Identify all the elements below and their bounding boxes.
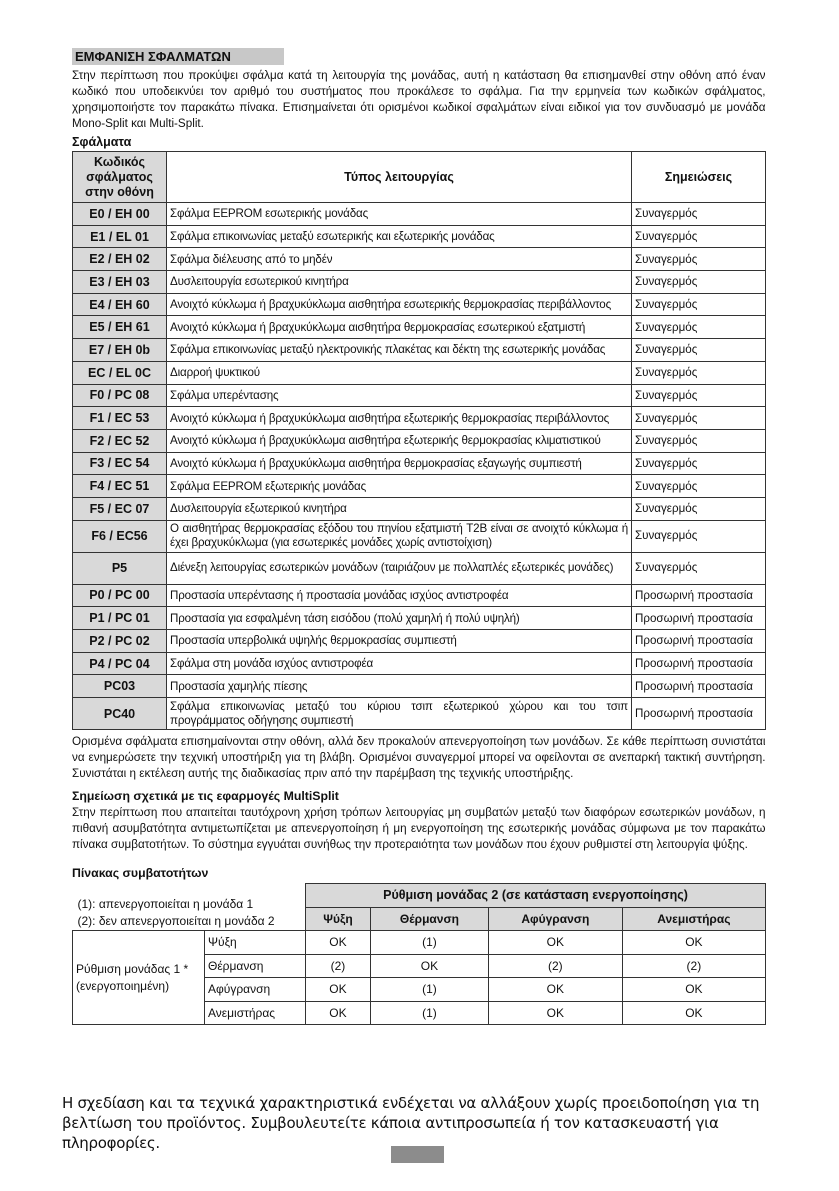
error-row bbox=[73, 452, 766, 475]
compat-cell: OK bbox=[306, 931, 371, 955]
error-note: Συναγερμός bbox=[632, 452, 766, 475]
error-row bbox=[73, 248, 766, 271]
header-code: Κωδικός σφάλματος στην οθόνη bbox=[73, 152, 167, 203]
legend-2: (2): δεν απενεργοποιείται η μονάδα 2 bbox=[77, 914, 275, 929]
error-row bbox=[73, 698, 766, 730]
error-note: Συναγερμός bbox=[632, 248, 766, 271]
document-page bbox=[72, 48, 766, 1025]
col-header: Θέρμανση bbox=[370, 907, 488, 931]
error-description: Ανοιχτό κύκλωμα ή βραχυκύκλωμα αισθητήρα εσωτερικής θερμοκρασίας περιβάλλοντος bbox=[167, 293, 632, 316]
error-code: F0 / PC 08 bbox=[73, 384, 167, 407]
compat-legend bbox=[73, 884, 306, 931]
error-code: F2 / EC 52 bbox=[73, 429, 167, 452]
error-description: Σφάλμα διέλευσης από το μηδέν bbox=[167, 248, 632, 271]
error-code: F1 / EC 53 bbox=[73, 407, 167, 430]
error-description: Διένεξη λειτουργίας εσωτερικών μονάδων (ταιριάζουν με πολλαπλές εξωτερικές μονάδες) bbox=[167, 552, 632, 584]
error-description: Προστασία για εσφαλμένη τάση εισόδου (πολύ χαμηλή ή πολύ υψηλή) bbox=[167, 607, 632, 630]
error-row bbox=[73, 339, 766, 362]
error-code: E3 / EH 03 bbox=[73, 271, 167, 294]
error-note: Συναγερμός bbox=[632, 316, 766, 339]
multisplit-title: Σημείωση σχετικά με τις εφαρμογές MultiSplit bbox=[72, 789, 339, 804]
error-code: E7 / EH 0b bbox=[73, 339, 167, 362]
section-title: ΕΜΦΑΝΙΣΗ ΣΦΑΛΜΑΤΩΝ bbox=[72, 48, 284, 65]
intro-paragraph: Στην περίπτωση που προκύψει σφάλμα κατά τη λειτουργία της μονάδας, αυτή η κατάσταση θα επισημανθεί στην οθόνη από έναν κωδικό που υποδεικνύει τον αριθμό του συστήματος που προκάλεσε το σφάλμα. Για την ερμηνεία των κωδικών σφάλματος, χρησιμοποιήστε τον παρακάτω πίνακα. Επισημαίνεται ότι ορισμένοι κωδικοί σφαλμάτων είναι ειδικοί για τον συνδυασμό με μονάδα Mono-Split και Multi-Split. bbox=[72, 68, 766, 130]
error-code: EC / EL 0C bbox=[73, 361, 167, 384]
compat-cell: OK bbox=[306, 1001, 371, 1025]
error-description: Δυσλειτουργία εξωτερικού κινητήρα bbox=[167, 497, 632, 520]
compat-cell: (2) bbox=[622, 954, 765, 978]
error-note: Συναγερμός bbox=[632, 225, 766, 248]
col-header: Ψύξη bbox=[306, 907, 371, 931]
error-description: Σφάλμα επικοινωνίας μεταξύ ηλεκτρονικής πλακέτας και δέκτη της εσωτερικής μονάδας bbox=[167, 339, 632, 362]
unit1-label: Ρύθμιση μονάδας 1 *(ενεργοποιημένη) bbox=[73, 931, 205, 1025]
errors-heading: Σφάλματα bbox=[72, 135, 132, 149]
error-description: Ανοιχτό κύκλωμα ή βραχυκύκλωμα αισθητήρα θερμοκρασίας εσωτερικού εξατμιστή bbox=[167, 316, 632, 339]
error-code: E5 / EH 61 bbox=[73, 316, 167, 339]
error-row bbox=[73, 203, 766, 226]
compat-cell: (2) bbox=[306, 954, 371, 978]
error-code: P4 / PC 04 bbox=[73, 652, 167, 675]
error-code: P1 / PC 01 bbox=[73, 607, 167, 630]
error-note: Συναγερμός bbox=[632, 271, 766, 294]
error-row bbox=[73, 475, 766, 498]
error-code: PC40 bbox=[73, 698, 167, 730]
compat-table bbox=[72, 883, 766, 1025]
col-header: Αφύγρανση bbox=[488, 907, 622, 931]
error-row bbox=[73, 607, 766, 630]
error-description: Σφάλμα υπερέντασης bbox=[167, 384, 632, 407]
error-table-header bbox=[73, 152, 766, 203]
error-note: Συναγερμός bbox=[632, 520, 766, 552]
error-description: Διαρροή ψυκτικού bbox=[167, 361, 632, 384]
col-header: Ανεμιστήρας bbox=[622, 907, 765, 931]
error-row bbox=[73, 520, 766, 552]
error-code: P2 / PC 02 bbox=[73, 630, 167, 653]
compat-cell: OK bbox=[306, 978, 371, 1002]
error-description: Σφάλμα επικοινωνίας μεταξύ του κύριου τσιπ εξωτερικού χώρου και του τσιπ προγράμματος οδήγησης συμπιεστή bbox=[167, 698, 632, 730]
error-code: F5 / EC 07 bbox=[73, 497, 167, 520]
error-row bbox=[73, 429, 766, 452]
page-number-box bbox=[391, 1146, 444, 1163]
error-note: Συναγερμός bbox=[632, 407, 766, 430]
error-description: Σφάλμα EEPROM εσωτερικής μονάδας bbox=[167, 203, 632, 226]
error-note: Συναγερμός bbox=[632, 339, 766, 362]
compat-title: Πίνακας συμβατοτήτων bbox=[72, 866, 209, 881]
legend-1: (1): απενεργοποιείται η μονάδα 1 bbox=[77, 897, 254, 912]
error-table bbox=[72, 151, 766, 730]
error-description: Σφάλμα EEPROM εξωτερικής μονάδας bbox=[167, 475, 632, 498]
error-code: F6 / EC56 bbox=[73, 520, 167, 552]
error-note: Συναγερμός bbox=[632, 497, 766, 520]
compat-cell: (1) bbox=[370, 931, 488, 955]
error-row bbox=[73, 652, 766, 675]
error-description: Προστασία υπερβολικά υψηλής θερμοκρασίας συμπιεστή bbox=[167, 630, 632, 653]
error-note: Προσωρινή προστασία bbox=[632, 652, 766, 675]
error-description: Ανοιχτό κύκλωμα ή βραχυκύκλωμα αισθητήρα εξωτερικής θερμοκρασίας περιβάλλοντος bbox=[167, 407, 632, 430]
error-note: Συναγερμός bbox=[632, 429, 766, 452]
error-code: E2 / EH 02 bbox=[73, 248, 167, 271]
error-description: Προστασία χαμηλής πίεσης bbox=[167, 675, 632, 698]
header-notes: Σημειώσεις bbox=[632, 152, 766, 203]
error-row bbox=[73, 361, 766, 384]
header-type: Τύπος λειτουργίας bbox=[167, 152, 632, 203]
error-row bbox=[73, 630, 766, 653]
error-code: F4 / EC 51 bbox=[73, 475, 167, 498]
error-row bbox=[73, 675, 766, 698]
error-description: Δυσλειτουργία εσωτερικού κινητήρα bbox=[167, 271, 632, 294]
compat-cell: OK bbox=[622, 1001, 765, 1025]
error-note: Συναγερμός bbox=[632, 475, 766, 498]
error-code: E0 / EH 00 bbox=[73, 203, 167, 226]
compat-cell: OK bbox=[488, 931, 622, 955]
compat-cell: OK bbox=[622, 978, 765, 1002]
error-note: Συναγερμός bbox=[632, 293, 766, 316]
mode-label: Θέρμανση bbox=[205, 954, 306, 978]
error-description: Σφάλμα στη μονάδα ισχύος αντιστροφέα bbox=[167, 652, 632, 675]
compat-cell: OK bbox=[488, 978, 622, 1002]
error-note: Προσωρινή προστασία bbox=[632, 630, 766, 653]
error-row bbox=[73, 225, 766, 248]
compat-cell: OK bbox=[488, 1001, 622, 1025]
multisplit-paragraph: Στην περίπτωση που απαιτείται ταυτόχρονη χρήση τρόπων λειτουργίας μη συμβατών μεταξύ των διαφόρων εσωτερικών μονάδων, η πιθανή ασυμβατότητα αντιμετωπίζεται με απενεργοποίηση ή μη ενεργοποίηση της εσωτερικής μονάδας σύμφωνα με τον παρακάτω πίνακα συμβατοτήτων. Το σύστημα εγγυάται συνήθως την προτεραιότητα των μονάδων που έχουν ρυθμιστεί στη λειτουργία ψύξης. bbox=[72, 805, 766, 852]
footer-note: Η σχεδίαση και τα τεχνικά χαρακτηριστικά ενδέχεται να αλλάξουν χωρίς προειδοποίηση για τη βελτίωση του προϊόντος. Συμβουλευτείτε κάποια αντιπροσωπεία ή τον κατασκευαστή για πληροφορίες. bbox=[62, 1094, 760, 1152]
error-description: Ανοιχτό κύκλωμα ή βραχυκύκλωμα αισθητήρα θερμοκρασίας εξαγωγής συμπιεστή bbox=[167, 452, 632, 475]
error-row bbox=[73, 316, 766, 339]
mode-label: Αφύγρανση bbox=[205, 978, 306, 1002]
unit2-header: Ρύθμιση μονάδας 2 (σε κατάσταση ενεργοποίησης) bbox=[306, 884, 766, 908]
error-note: Προσωρινή προστασία bbox=[632, 675, 766, 698]
error-code: PC03 bbox=[73, 675, 167, 698]
error-row bbox=[73, 552, 766, 584]
error-description: Ο αισθητήρας θερμοκρασίας εξόδου του πηνίου εξατμιστή T2B είναι σε ανοιχτό κύκλωμα ή έχει βραχυκύκλωμα (για εσωτερικές μονάδες χωρίς αντιστοίχιση) bbox=[167, 520, 632, 552]
error-note: Συναγερμός bbox=[632, 552, 766, 584]
error-row bbox=[73, 293, 766, 316]
error-code: P5 bbox=[73, 552, 167, 584]
error-note: Συναγερμός bbox=[632, 384, 766, 407]
error-row bbox=[73, 407, 766, 430]
error-code: E1 / EL 01 bbox=[73, 225, 167, 248]
error-note: Προσωρινή προστασία bbox=[632, 698, 766, 730]
error-description: Προστασία υπερέντασης ή προστασία μονάδας ισχύος αντιστροφέα bbox=[167, 584, 632, 607]
error-row bbox=[73, 497, 766, 520]
after-table-paragraph: Ορισμένα σφάλματα επισημαίνονται στην οθόνη, αλλά δεν προκαλούν απενεργοποίηση των μονάδων. Σε κάθε περίπτωση συνιστάται να ενημερώσετε την τεχνική υποστήριξη για τη βλάβη. Ορισμένοι συναγερμοί μπορεί να οφείλονται σε ανεπαρκή τακτική συντήρηση. Συνιστάται η εκτέλεση αυτής της διαδικασίας πριν από την παρέμβαση της τεχνικής υποστήριξης. bbox=[72, 734, 766, 781]
error-row bbox=[73, 271, 766, 294]
compat-cell: (1) bbox=[370, 978, 488, 1002]
error-row bbox=[73, 584, 766, 607]
error-code: E4 / EH 60 bbox=[73, 293, 167, 316]
error-row bbox=[73, 384, 766, 407]
error-note: Συναγερμός bbox=[632, 203, 766, 226]
error-note: Προσωρινή προστασία bbox=[632, 584, 766, 607]
error-note: Προσωρινή προστασία bbox=[632, 607, 766, 630]
error-description: Σφάλμα επικοινωνίας μεταξύ εσωτερικής και εξωτερικής μονάδας bbox=[167, 225, 632, 248]
mode-label: Ανεμιστήρας bbox=[205, 1001, 306, 1025]
error-note: Συναγερμός bbox=[632, 361, 766, 384]
error-code: F3 / EC 54 bbox=[73, 452, 167, 475]
compat-cell: OK bbox=[622, 931, 765, 955]
compat-cell: OK bbox=[370, 954, 488, 978]
compat-cell: (2) bbox=[488, 954, 622, 978]
compat-cell: (1) bbox=[370, 1001, 488, 1025]
mode-label: Ψύξη bbox=[205, 931, 306, 955]
error-code: P0 / PC 00 bbox=[73, 584, 167, 607]
error-description: Ανοιχτό κύκλωμα ή βραχυκύκλωμα αισθητήρα εξωτερικής θερμοκρασίας κλιματιστικού bbox=[167, 429, 632, 452]
